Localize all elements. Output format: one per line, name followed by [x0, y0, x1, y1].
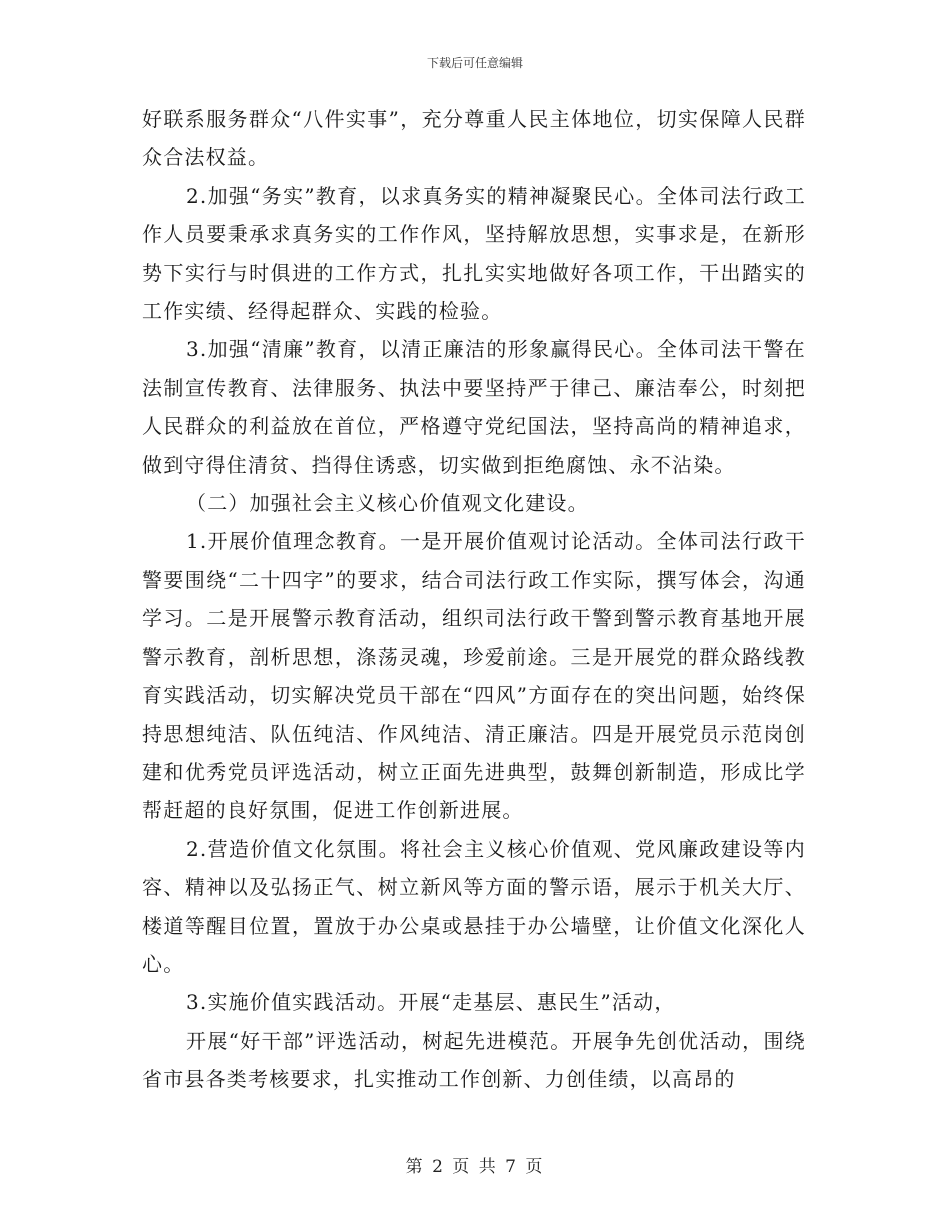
page-number: 第 2 页 共 7 页 — [405, 1157, 545, 1177]
document-body — [142, 100, 806, 1099]
paragraph-item-2-values-culture: 2.营造价值文化氛围。将社会主义核心价值观、党风廉政建设等内容、精神以及弘扬正气、树立新风等方面的警示语，展示于机关大厅、楼道等醒目位置，置放于办公桌或悬挂于办公墙壁，让价值文化深化人心。 — [142, 836, 806, 976]
paragraph-item-3-values-practice: 3.实施价值实践活动。开展“走基层、惠民生”活动， — [186, 990, 676, 1015]
paragraph-continued-activities: 开展“好干部”评选活动，树起先进模范。开展争先创优活动，围绕省市县各类考核要求，扎实推动工作创新、力创佳绩，以高昂的 — [142, 1028, 806, 1092]
paragraph-item-1-values-education: 1.开展价值理念教育。一是开展价值观讨论活动。全体司法行政干警要围绕“二十四字”的要求，结合司法行政工作实际，撰写体会，沟通学习。二是开展警示教育活动，组织司法行政干警到警示教育基地开展警示教育，剖析思想，涤荡灵魂，珍爱前途。三是开展党的群众路线教育实践活动，切实解决党员干部在“四风”方面存在的突出问题，始终保持思想纯洁、队伍纯洁、作风纯洁、清正廉洁。四是开展党员示范岗创建和优秀党员评选活动，树立正面先进典型，鼓舞创新制造，形成比学帮赶超的良好氛围，促进工作创新进展。 — [142, 529, 806, 823]
paragraph-item-3-integrity: 3.加强“清廉”教育，以清正廉洁的形象赢得民心。全体司法干警在法制宣传教育、法律服务、执法中要坚持严于律己、廉洁奉公，时刻把人民群众的利益放在首位，严格遵守党纪国法，坚持高尚的精神追求，做到守得住清贫、挡得住诱惑，切实做到拒绝腐蚀、永不沾染。 — [142, 337, 806, 477]
paragraph-item-2-practical: 2.加强“务实”教育，以求真务实的精神凝聚民心。全体司法行政工作人员要秉承求真务实的工作作风，坚持解放思想，实事求是，在新形势下实行与时俱进的工作方式，扎扎实实地做好各项工作，干出踏实的工作实绩、经得起群众、实践的检验。 — [142, 183, 806, 324]
section-heading: （二）加强社会主义核心价值观文化建设。 — [186, 491, 589, 516]
paragraph-continuation: 好联系服务群众“八件实事”，充分尊重人民主体地位，切实保障人民群众合法权益。 — [142, 107, 806, 170]
page-header: 下载后可任意编辑 — [426, 56, 523, 70]
